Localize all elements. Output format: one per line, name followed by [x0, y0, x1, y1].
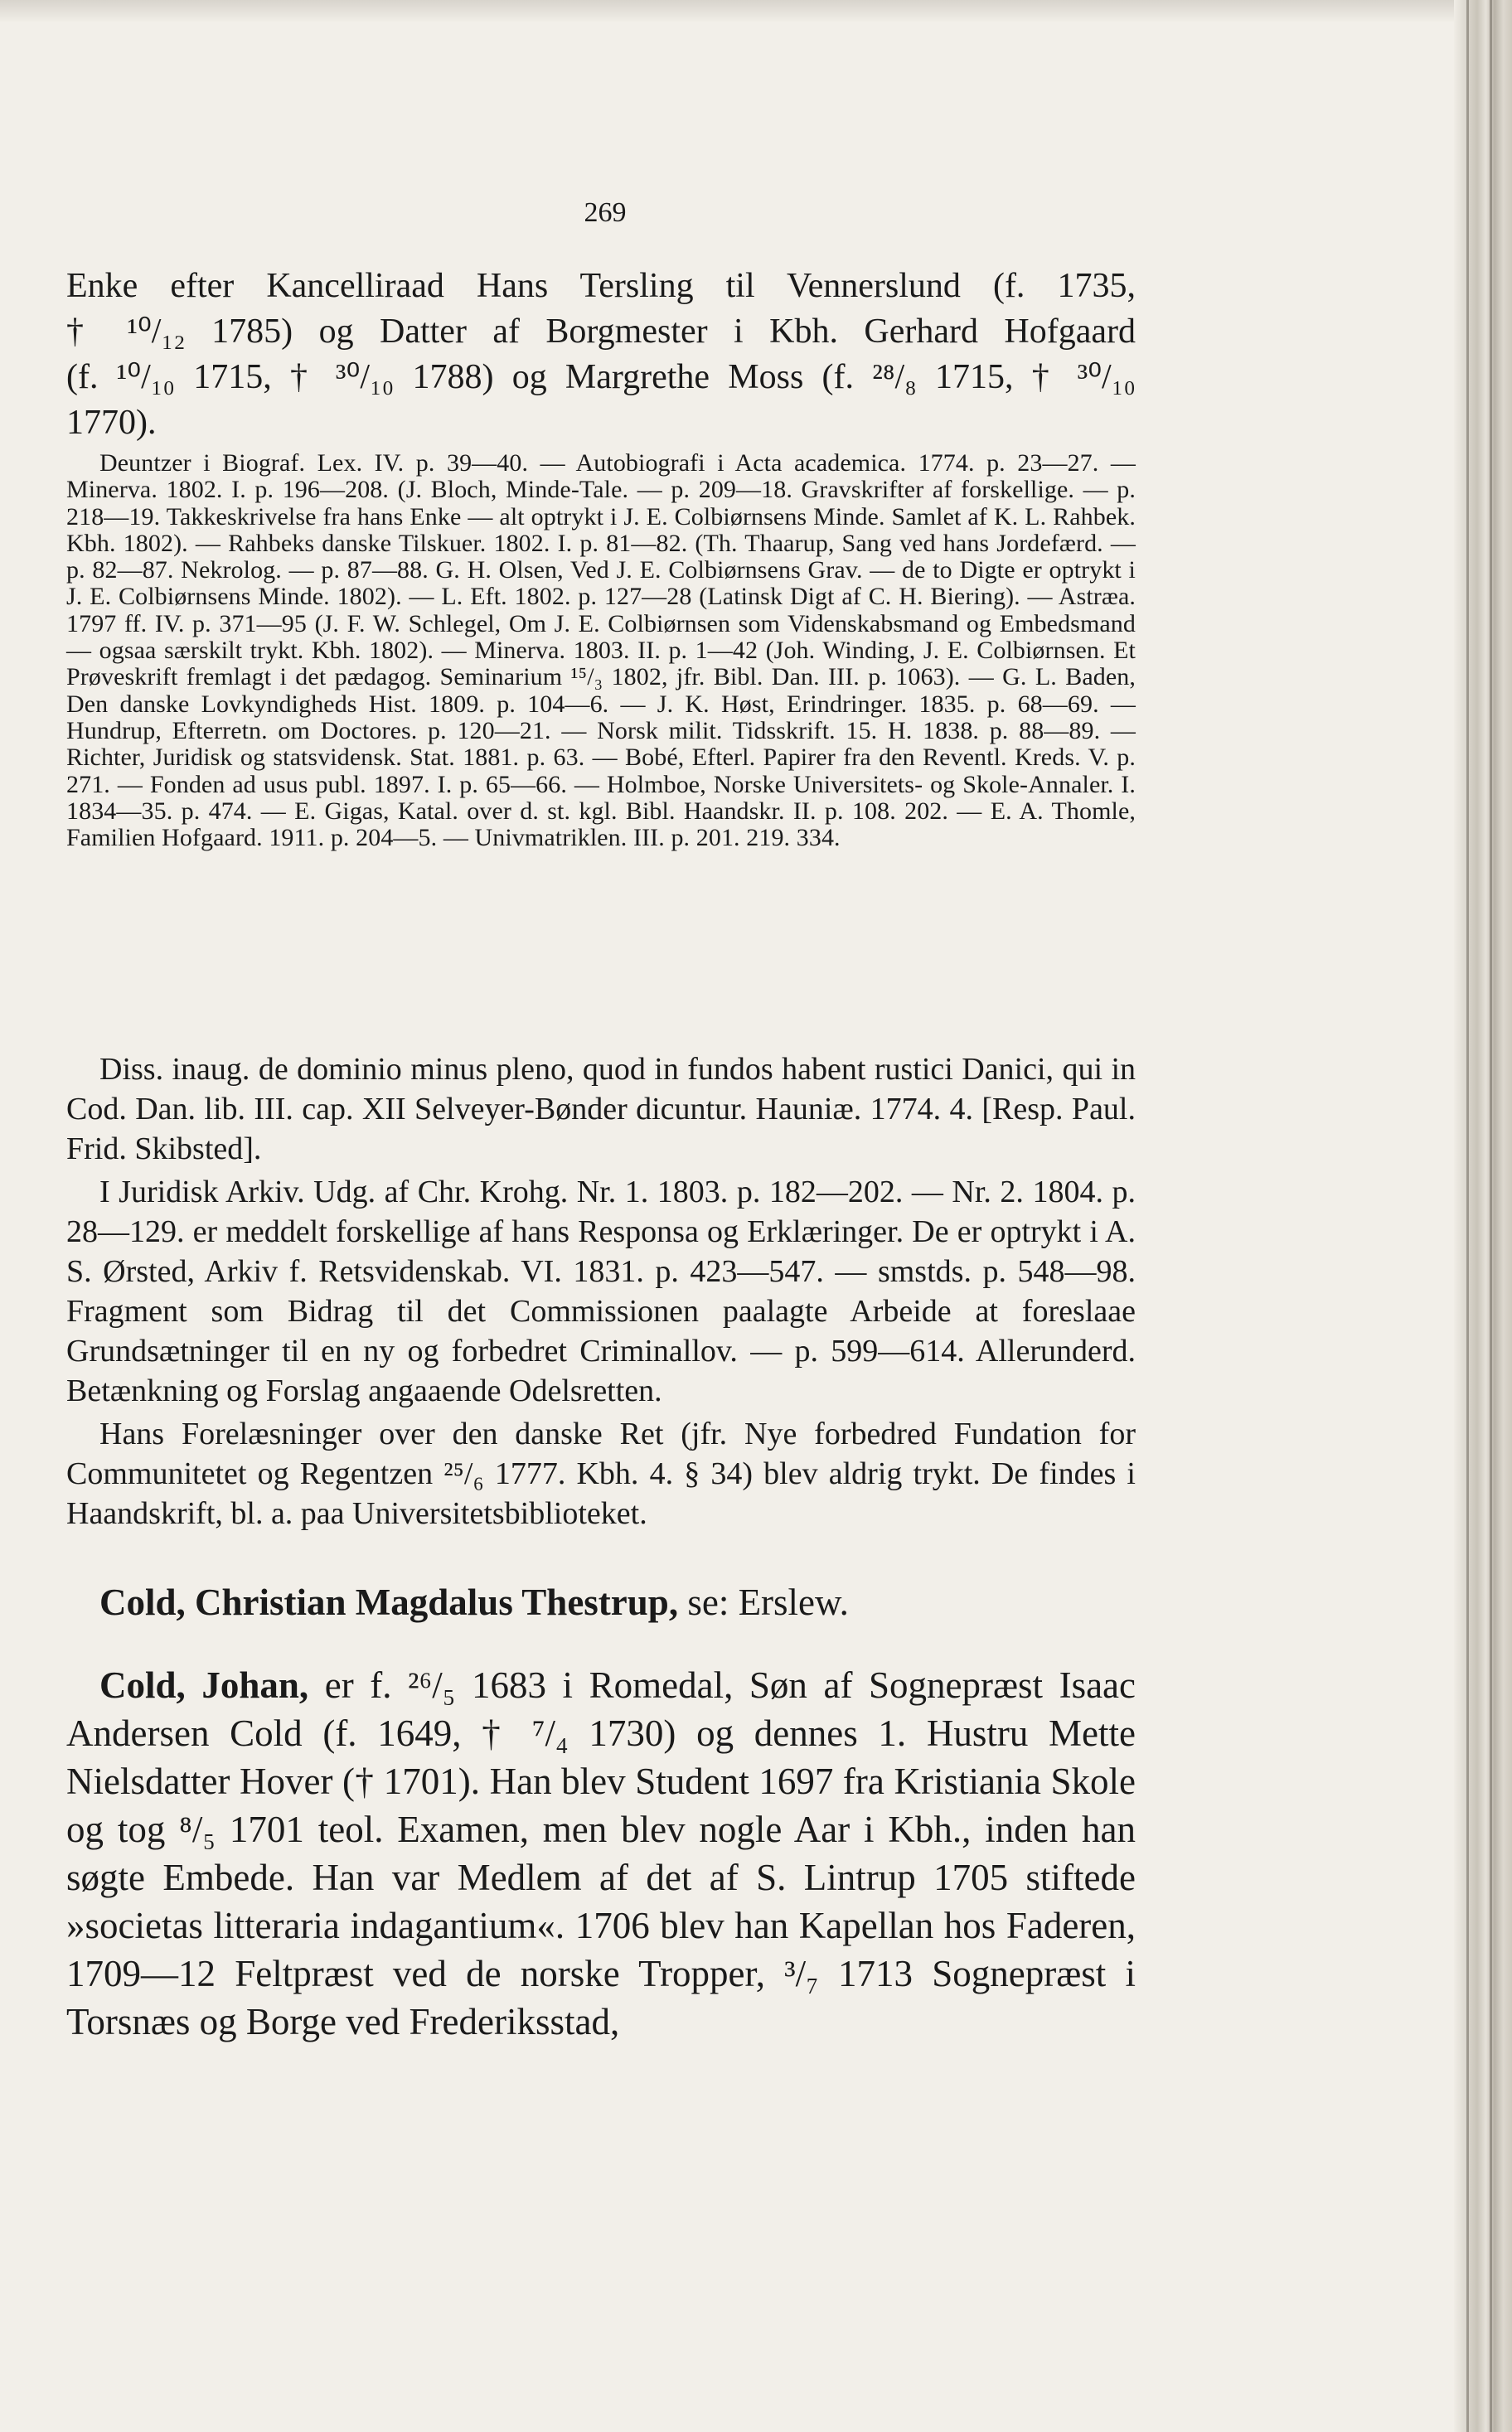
text-line: † ¹⁰/₁₂ 1785) og Datter af Borgmester i Kbh. Gerhard Hofgaard — [66, 312, 1136, 351]
spine-line — [1466, 0, 1469, 2432]
entry-cold-johan — [66, 1661, 1136, 2046]
references-text: Deuntzer i Biograf. Lex. IV. p. 39—40. — Autobiografi i Acta academica. 1774. p. 23—27. — Minerva. 1802. I. p. 196—208. (J. Bloch, Minde-Tale. — p. 209—18. Gravskrifter af forskellige. — p. 218—19. Takkeskrivelse fra hans Enke — alt optrykt i J. E. Colbiørnsens Minde. Samlet af K. L. Rahbek. Kbh. 1802). — Rahbeks danske Tilskuer. 1802. I. p. 81—82. (Th. Thaarup, Sang ved hans Jordefærd. — p. 82—87. Nekrolog. — p. 87—88. G. H. Olsen, Ved J. E. Colbiørnsens Grav. — de to Digte er optrykt i J. E. Colbiørnsens Minde. 1802). — L. Eft. 1802. p. 127—28 (Latinsk Digt af C. H. Biering). — Astræa. 1797 ff. IV. p. 371—95 (J. F. W. Schlegel, Om J. E. Colbiørnsen som Videnskabsmand og Embedsmand — ogsaa særskilt trykt. Kbh. 1802). — Minerva. 1803. II. p. 1—42 (Joh. Winding, J. E. Colbiørnsen. Et Prøveskrift fremlagt i det pædagog. Seminarium ¹⁵/₃ 1802, jfr. Bibl. Dan. III. p. 1063). — G. L. Baden, Den danske Lovkyndigheds Hist. 1809. p. 104—6. — J. K. Høst, Erindringer. 1835. p. 68—69. — Hundrup, Efterretn. om Doctores. p. 120—21. — Norsk milit. Tidsskrift. 15. H. 1838. p. 88—89. — Richter, Juridisk og statsvidensk. Stat. 1881. p. 63. — Bobé, Efterl. Papirer fra den Reventl. Kreds. V. p. 271. — Fonden ad usus publ. 1897. I. p. 65—66. — Holmboe, Norske Universitets- og Skole-Annaler. I. 1834—35. p. 474. — E. Gigas, Katal. over d. st. kgl. Bibl. Haandskr. II. p. 108. 202. — E. A. Thomle, Familien Hofgaard. 1911. p. 204—5. — Univmatriklen. III. p. 201. 219. 334. — [66, 449, 1136, 852]
entry-text: er f. ²⁶/₅ 1683 i Romedal, Søn af Sognepræst Isaac Andersen Cold (f. 1649, † ⁷/₄ 1730) og dennes 1. Hustru Mette Nielsdatter Hover († 1701). Han blev Student 1697 fra Kristiania Skole og tog ⁸/₅ 1701 teol. Examen, men blev nogle Aar i Kbh., inden han søgte Embede. Han var Medlem af det af S. Lintrup 1705 stiftede »societas litteraria indagantium«. 1706 blev han Kapellan hos Faderen, 1709—12 Feltpræst ved de norske Tropper, ³/₇ 1713 Sognepræst i Torsnæs og Borge ved Frederiksstad, — [66, 1664, 1136, 2042]
text-line: Enke efter Kancelliraad Hans Tersling til Vennerslund (f. 1735, — [66, 267, 1136, 305]
spine-line — [1490, 0, 1492, 2432]
entry-crossref: se: Erslew. — [678, 1582, 849, 1623]
continuation-paragraph — [66, 264, 1136, 446]
text-line: 1770). — [66, 404, 157, 442]
entry-heading: Cold, Johan, — [99, 1664, 309, 1706]
entry-heading: Cold, Christian Magdalus Thestrup, — [99, 1582, 679, 1623]
work-dissertation: Diss. inaug. de dominio minus pleno, quod in fundos habent rustici Danici, qui in Cod. Dan. lib. III. cap. XII Selveyer-Bønder dicuntur. Hauniæ. 1774. 4. [Resp. Paul. Frid. Skibsted]. — [66, 1052, 1136, 1166]
work-juridisk-arkiv: I Juridisk Arkiv. Udg. af Chr. Krohg. Nr. 1. 1803. p. 182—202. — Nr. 2. 1804. p. 28—129. er meddelt forskellige af hans Responsa og Erklæringer. De er optrykt i A. S. Ørsted, Arkiv f. Retsvidenskab. VI. 1831. p. 423—547. — smstds. p. 548—98. Fragment som Bidrag til det Commissionen paalagte Arbeide at foreslaae Grundsætninger til en ny og forbedret Criminallov. — p. 599—614. Allerunderd. Betænkning og Forslag angaaende Odelsretten. — [66, 1175, 1136, 1408]
work-forelaesninger: Hans Forelæsninger over den danske Ret (jfr. Nye forbedred Fundation for Communitetet og Regentzen ²⁵/₆ 1777. Kbh. 4. § 34) blev aldrig trykt. De findes i Haandskrift, bl. a. paa Universitetsbiblioteket. — [66, 1417, 1136, 1531]
works-block — [66, 1049, 1136, 1533]
entry-cold-christian — [66, 1578, 1136, 1626]
page-top-edge — [0, 0, 1476, 22]
text-line: (f. ¹⁰/₁₀ 1715, † ³⁰/₁₀ 1788) og Margrethe Moss (f. ²⁸/₈ 1715, † ³⁰/₁₀ — [66, 358, 1136, 396]
book-spine-edge — [1454, 0, 1512, 2432]
references-block — [66, 450, 1136, 851]
page-number: 269 — [584, 197, 627, 228]
